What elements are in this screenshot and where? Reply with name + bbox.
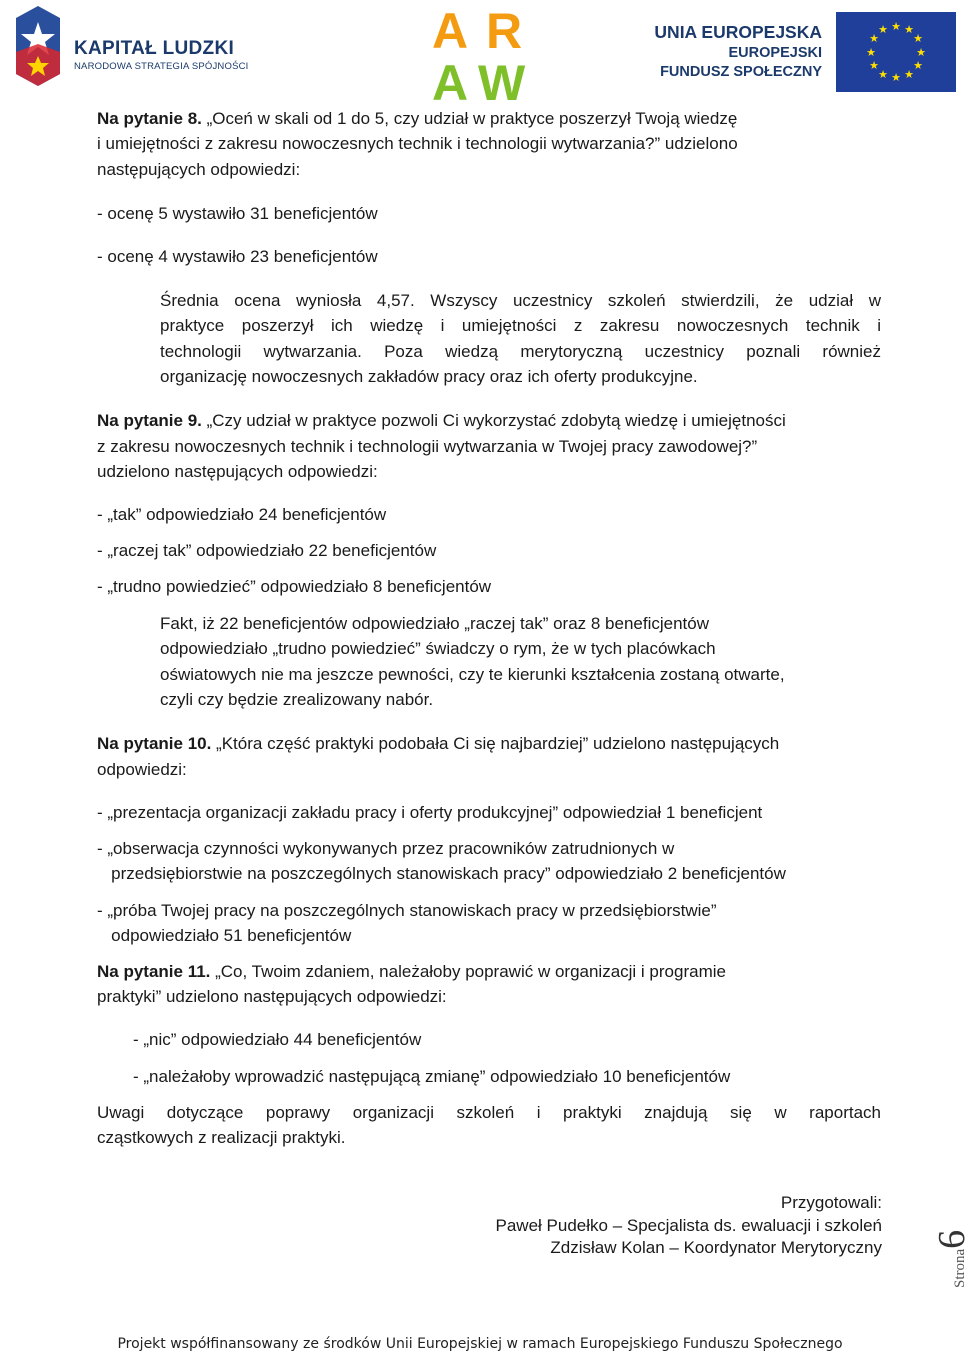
svg-text:★: ★ (891, 20, 901, 33)
svg-text:★: ★ (913, 59, 923, 72)
eu-logo (654, 10, 956, 94)
q8-answer-2: - ocenę 4 wystawiło 23 beneficjentów (97, 247, 378, 266)
page-number-label: Strona (952, 1248, 968, 1288)
svg-text:★: ★ (916, 46, 926, 59)
q11-answer-1: - „nic” odpowiedziało 44 beneficjentów (133, 1030, 422, 1049)
kapital-ludzki-subtitle: NARODOWA STRATEGIA SPÓJNOŚCI (74, 61, 249, 72)
q8-answer-1: - ocenę 5 wystawiło 31 beneficjentów (97, 204, 378, 223)
eu-title: UNIA EUROPEJSKA (654, 22, 822, 42)
q10-label: Na pytanie 10. (97, 734, 212, 753)
q10-line-1 (97, 731, 779, 757)
q10-answer-3-cont: odpowiedziało 51 beneficjentów (97, 926, 352, 945)
q9-question-1: „Czy udział w praktyce pozwoli Ci wykorzystać zdobytą wiedzę i umiejętności (201, 411, 786, 430)
q9-answer-1: - „tak” odpowiedziało 24 beneficjentów (97, 505, 387, 524)
svg-text:★: ★ (878, 68, 888, 81)
closing-line-2: cząstkowych z realizacji praktyki. (97, 1128, 346, 1147)
araw-logo (428, 2, 550, 111)
q9-summary-3: oświatowych nie ma jeszcze pewności, czy te kierunki kształcenia zostaną otwarte, (160, 665, 785, 684)
q11-answer-2: - „należałoby wprowadzić następującą zmianę” odpowiedziało 10 beneficjentów (133, 1067, 731, 1086)
kapital-ludzki-title: KAPITAŁ LUDZKI (74, 38, 235, 59)
svg-text:★: ★ (866, 46, 876, 59)
svg-text:A: A (432, 55, 469, 111)
kapital-ludzki-logo (8, 4, 258, 88)
q11-label: Na pytanie 11. (97, 962, 211, 981)
q8-summary-2: praktyce poszerzył ich wiedzę i umiejętności z zakresu nowoczesnych technik i (160, 316, 881, 335)
araw-letters-icon (428, 2, 550, 111)
signature-person-1: Paweł Pudełko – Specjalista ds. ewaluacji i szkoleń (495, 1215, 882, 1235)
q10-question-1: „Która część praktyki podobała Ci się najbardziej” udzielono następujących (211, 734, 780, 753)
svg-text:★: ★ (904, 23, 914, 36)
page-number (930, 1230, 974, 1288)
q11-line-1 (97, 959, 726, 985)
q9-summary-1: Fakt, iż 22 beneficjentów odpowiedziało „raczej tak” oraz 8 beneficjentów (160, 614, 710, 633)
q10-line-2: odpowiedzi: (97, 760, 187, 779)
q9-line-3: udzielono następujących odpowiedzi: (97, 462, 378, 481)
q8-line-1 (97, 106, 737, 132)
svg-text:★: ★ (878, 23, 888, 36)
q9-line-2: z zakresu nowoczesnych technik i technologii wytwarzania w Twojej pracy zawodowej?” (97, 437, 758, 456)
q9-summary-2: odpowiedziało „trudno powiedzieć” świadczy o rym, że w tych placówkach (160, 639, 716, 658)
q9-answer-2: - „raczej tak” odpowiedziało 22 beneficjentów (97, 541, 437, 560)
svg-text:★: ★ (869, 32, 879, 45)
svg-text:A: A (432, 3, 469, 59)
q9-summary-4: czyli czy będzie zrealizowany nabór. (160, 690, 434, 709)
q10-answer-1: - „prezentacja organizacji zakładu pracy i oferty produkcyjnej” odpowiedział 1 beneficjent (97, 803, 763, 822)
svg-text:R: R (486, 3, 523, 59)
q8-summary-1: Średnia ocena wyniosła 4,57. Wszyscy uczestnicy szkoleń stwierdzili, że udział w (160, 291, 881, 310)
eu-flag-icon (836, 12, 956, 92)
eu-subtitle-2: FUNDUSZ SPOŁECZNY (660, 64, 822, 80)
q8-line-2: i umiejętności z zakresu nowoczesnych technik i technologii wytwarzania?” udzielono (97, 134, 738, 153)
closing-line-1: Uwagi dotyczące poprawy organizacji szkoleń i praktyki znajdują się w raportach (97, 1103, 881, 1122)
q8-summary-3: technologii wytwarzania. Poza wiedzą merytoryczną uczestnicy poznali również (160, 342, 881, 361)
q11-line-2: praktyki” udzielono następujących odpowiedzi: (97, 987, 447, 1006)
q10-answer-2: - „obserwacja czynności wykonywanych przez pracowników zatrudnionych w (97, 839, 675, 858)
svg-text:★: ★ (891, 71, 901, 84)
star-emblem-icon (8, 4, 68, 88)
q8-line-3: następujących odpowiedzi: (97, 160, 301, 179)
signature-block (496, 1192, 882, 1260)
q9-line-1 (97, 408, 786, 434)
svg-text:★: ★ (904, 68, 914, 81)
svg-text:W: W (478, 55, 526, 111)
svg-text:★: ★ (869, 59, 879, 72)
svg-text:★: ★ (913, 32, 923, 45)
q8-summary-4: organizację nowoczesnych zakładów pracy oraz ich oferty produkcyjne. (160, 367, 698, 386)
q9-label: Na pytanie 9. (97, 411, 202, 430)
q11-question-1: „Co, Twoim zdaniem, należałoby poprawić w organizacji i programie (210, 962, 726, 981)
q8-label: Na pytanie 8. (97, 109, 202, 128)
page-footer: Projekt współfinansowany ze środków Unii Europejskiej w ramach Europejskiego Funduszu Społecznego (117, 1336, 843, 1352)
page-number-value: 6 (931, 1229, 973, 1249)
signature-person-2: Zdzisław Kolan – Koordynator Merytoryczny (550, 1238, 882, 1257)
q10-answer-2-cont: przedsiębiorstwie na poszczególnych stanowiskach pracy” odpowiedziało 2 beneficjentów (97, 864, 786, 883)
q8-question-1: „Oceń w skali od 1 do 5, czy udział w praktyce poszerzył Twoją wiedzę (201, 109, 738, 128)
signature-heading: Przygotowali: (780, 1193, 882, 1212)
eu-subtitle-1: EUROPEJSKI (728, 45, 822, 61)
q9-answer-3: - „trudno powiedzieć” odpowiedziało 8 beneficjentów (97, 577, 492, 596)
q10-answer-3: - „próba Twojej pracy na poszczególnych stanowiskach pracy w przedsiębiorstwie” (97, 901, 717, 920)
